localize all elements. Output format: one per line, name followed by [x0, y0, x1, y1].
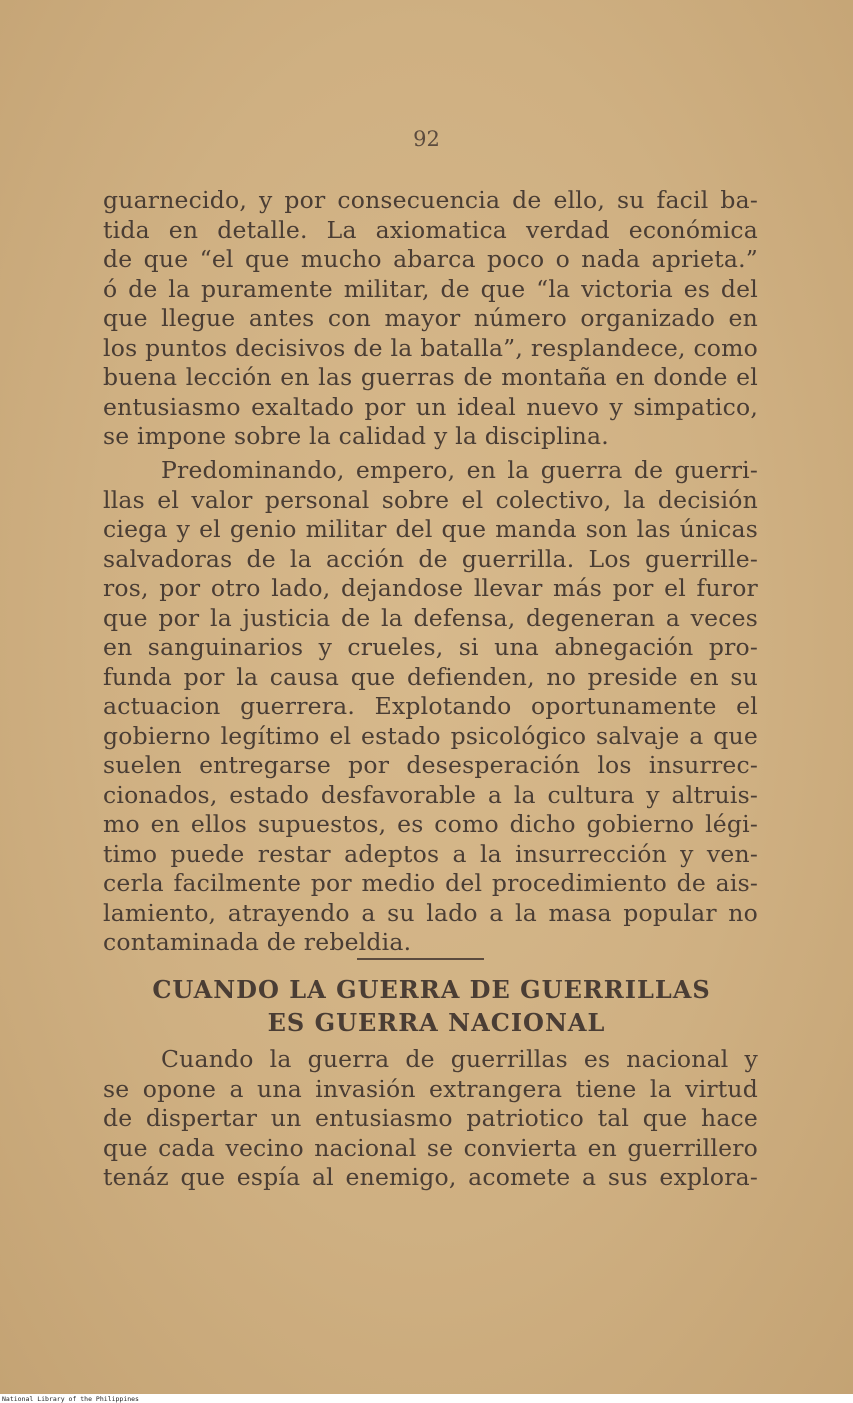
text-line: que llegue antes con mayor número organizado en	[103, 304, 758, 332]
text-line: guarnecido, y por consecuencia de ello, su facil ba-	[103, 186, 758, 214]
text-line: suelen entregarse por desesperación los insurrec-	[103, 751, 758, 779]
text-line: de dispertar un entusiasmo patriotico tal que hace	[103, 1104, 758, 1132]
text-line: se opone a una invasión extrangera tiene la virtud	[103, 1074, 758, 1103]
section-divider	[357, 958, 484, 960]
text-line: ros, por otro lado, dejandose llevar más por el furor	[103, 574, 758, 602]
text-line: ó de la puramente militar, de que “la victoria es del	[103, 274, 758, 303]
paragraph-2	[103, 456, 758, 958]
text-line: timo puede restar adeptos a la insurrección y ven-	[103, 839, 758, 868]
text-line: gobierno legítimo el estado psicológico salvaje a que	[103, 721, 758, 750]
text-line: que por la justicia de la defensa, degeneran a veces	[103, 603, 758, 632]
text-line: cerla facilmente por medio del procedimiento de ais-	[103, 869, 758, 897]
text-line: los puntos decisivos de la batalla”, resplandece, como	[103, 333, 758, 362]
page-number: 92	[413, 127, 440, 151]
text-line: entusiasmo exaltado por un ideal nuevo y simpatico,	[103, 392, 758, 421]
text-line: llas el valor personal sobre el colectivo, la decisión	[103, 485, 758, 514]
text-line: buena lección en las guerras de montaña en donde el	[103, 363, 758, 391]
text-line: mo en ellos supuestos, es como dicho gobierno légi-	[103, 810, 758, 838]
text-line: cionados, estado desfavorable a la cultura y altruis-	[103, 780, 758, 809]
text-line: actuacion guerrera. Explotando oportunamente el	[103, 692, 758, 720]
text-line: lamiento, atrayendo a su lado a la masa popular no	[103, 898, 758, 927]
section-heading-line-2: ES GUERRA NACIONAL	[267, 1008, 606, 1037]
text-line: tida en detalle. La axiomatica verdad económica	[103, 215, 758, 244]
text-line: se impone sobre la calidad y la disciplina.	[103, 422, 609, 450]
text-line: en sanguinarios y crueles, si una abnegación pro-	[103, 633, 758, 661]
text-line: que cada vecino nacional se convierta en guerrillero	[103, 1133, 758, 1162]
text-line: ciega y el genio militar del que manda son las únicas	[103, 515, 758, 543]
section-heading-line-1: CUANDO LA GUERRA DE GUERRILLAS	[152, 975, 711, 1004]
text-line: funda por la causa que defienden, no preside en su	[103, 662, 758, 691]
text-line: tenáz que espía al enemigo, acomete a sus explora-	[103, 1163, 758, 1191]
text-line: de que “el que mucho abarca poco o nada aprieta.”	[103, 245, 758, 273]
library-credit: National Library of the Philippines	[2, 1395, 139, 1403]
text-line: Predominando, empero, en la guerra de guerri-	[161, 456, 758, 484]
text-line: salvadoras de la acción de guerrilla. Los guerrille-	[103, 544, 758, 573]
text-line: Cuando la guerra de guerrillas es nacional y	[161, 1045, 758, 1073]
text-line: contaminada de rebeldia.	[103, 928, 412, 956]
paragraph-3	[103, 1045, 758, 1193]
paragraph-1	[103, 186, 758, 452]
